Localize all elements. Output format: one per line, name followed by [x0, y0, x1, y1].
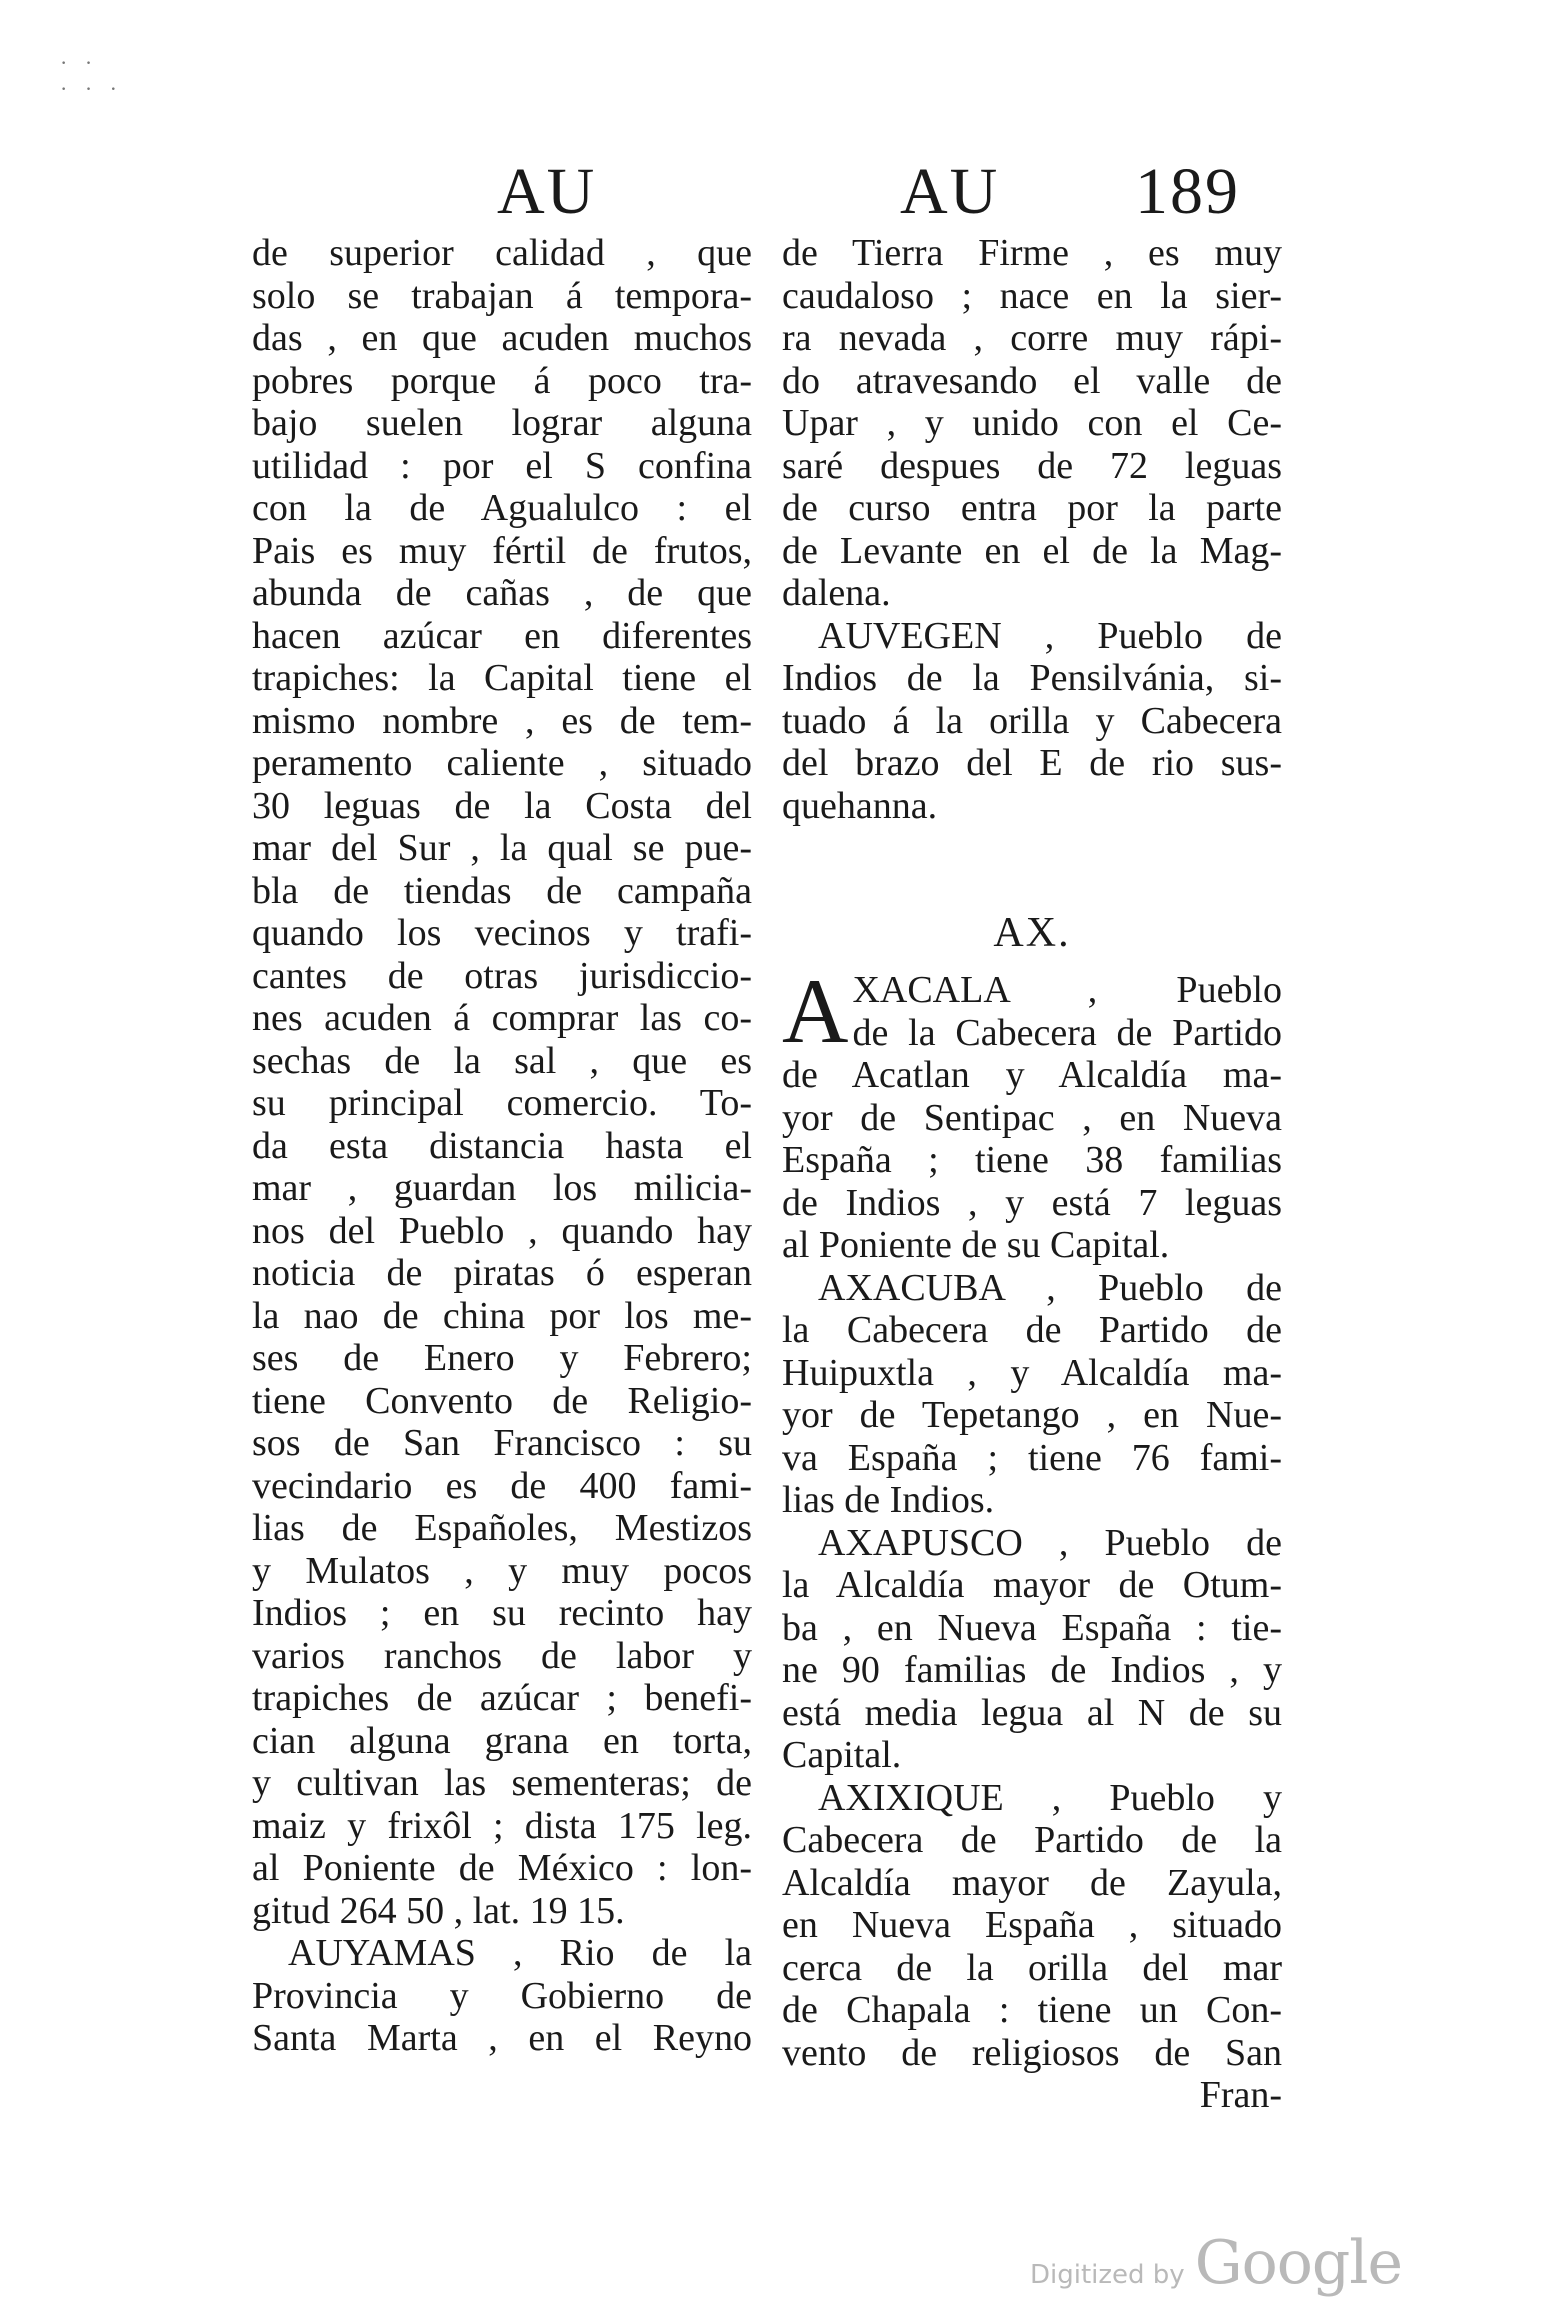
text-line: cantes de otras jurisdiccio-	[252, 954, 752, 997]
text-line: lias de Indios.	[782, 1479, 995, 1521]
text-line: de la Cabecera de Partido	[852, 1011, 1282, 1054]
text-line: del brazo del E de rio sus-	[782, 742, 1282, 784]
right-column-bottom	[782, 960, 1282, 2074]
text-line: XACALA , Pueblo	[852, 969, 1282, 1011]
text-line: ra nevada , corre muy rápi-	[782, 317, 1282, 359]
text-line: Pais es muy fértil de frutos,	[252, 529, 752, 572]
text-line: bajo suelen lograr alguna	[252, 402, 752, 444]
text-line: da esta distancia hasta el	[252, 1124, 752, 1167]
text-line: dalena.	[782, 572, 891, 614]
section-heading: AX.	[993, 910, 1071, 956]
text-line: utilidad : por el S confina	[252, 444, 752, 487]
text-line: 30 leguas de la Costa del	[252, 784, 752, 827]
text-line: con la de Agualulco : el	[252, 487, 752, 529]
text-line: Upar , y unido con el Ce-	[782, 402, 1282, 444]
text-line: de curso entra por la parte	[782, 487, 1282, 529]
text-line: hacen azúcar en diferentes	[252, 614, 752, 657]
text-line: AXIXIQUE , Pueblo y	[818, 1776, 1282, 1819]
catchword: Fran-	[1199, 2074, 1282, 2116]
text-line: en Nueva España , situado	[782, 1904, 1282, 1946]
text-line: bla de tiendas de campaña	[252, 869, 752, 912]
text-line: y cultivan las sementeras; de	[252, 1762, 752, 1804]
text-line: vecindario es de 400 fami-	[252, 1464, 752, 1507]
text-line: mar , guardan los milicia-	[252, 1167, 752, 1209]
text-line: de Tierra Firme , es muy	[782, 232, 1282, 274]
text-line: Santa Marta , en el Reyno	[252, 2017, 752, 2059]
text-line: la nao de china por los me-	[252, 1294, 752, 1337]
text-line: maiz y frixôl ; dista 175 leg.	[252, 1804, 752, 1847]
text-line: sechas de la sal , que es	[252, 1039, 752, 1082]
text-line: de superior calidad , que	[252, 232, 752, 274]
page-number: 189	[1135, 155, 1240, 228]
text-line: ba , en Nueva España : tie-	[782, 1606, 1282, 1649]
text-line: peramento caliente , situado	[252, 742, 752, 784]
text-line: tiene Convento de Religio-	[252, 1379, 752, 1422]
section-gap	[782, 827, 1282, 897]
digitized-watermark	[1030, 2228, 1402, 2298]
text-line: lias de Españoles, Mestizos	[252, 1507, 752, 1549]
text-line: nos del Pueblo , quando hay	[252, 1209, 752, 1252]
text-line: España ; tiene 38 familias	[782, 1139, 1282, 1181]
text-line: solo se trabajan á tempora-	[252, 274, 752, 317]
text-line: Cabecera de Partido de la	[782, 1819, 1282, 1861]
text-line: ne 90 familias de Indios , y	[782, 1649, 1282, 1691]
text-line: vento de religiosos de San	[782, 2031, 1282, 2074]
right-column-top	[782, 232, 1282, 827]
text-line: Capital.	[782, 1734, 902, 1776]
text-line: ses de Enero y Febrero;	[252, 1337, 752, 1379]
text-line: caudaloso ; nace en la sier-	[782, 274, 1282, 317]
text-line: mismo nombre , es de tem-	[252, 699, 752, 742]
text-line: su principal comercio. To-	[252, 1082, 752, 1124]
text-line: trapiches: la Capital tiene el	[252, 657, 752, 699]
text-line: va España ; tiene 76 fami-	[782, 1436, 1282, 1479]
text-line: Huipuxtla , y Alcaldía ma-	[782, 1351, 1282, 1394]
text-line: mar del Sur , la qual se pue-	[252, 827, 752, 869]
text-line: cerca de la orilla del mar	[782, 1946, 1282, 1989]
text-line: Indios de la Pensilvánia, si-	[782, 657, 1282, 699]
header-left-guideword: AU	[497, 155, 597, 228]
left-column	[252, 232, 752, 2060]
text-line: sos de San Francisco : su	[252, 1422, 752, 1464]
text-line: de Indios , y está 7 leguas	[782, 1181, 1282, 1224]
text-line: pobres porque á poco tra-	[252, 359, 752, 402]
text-line: tuado á la orilla y Cabecera	[782, 699, 1282, 742]
running-header	[0, 140, 1551, 230]
text-line: cian alguna grana en torta,	[252, 1719, 752, 1762]
text-line: está media legua al N de su	[782, 1691, 1282, 1734]
text-line: saré despues de 72 leguas	[782, 444, 1282, 487]
text-line: Alcaldía mayor de Zayula,	[782, 1861, 1282, 1904]
text-line: de Levante en el de la Mag-	[782, 529, 1282, 572]
text-line: nes acuden á comprar las co-	[252, 997, 752, 1039]
text-line: yor de Sentipac , en Nueva	[782, 1096, 1282, 1139]
text-line: Indios ; en su recinto hay	[252, 1592, 752, 1634]
text-line: abunda de cañas , de que	[252, 572, 752, 614]
text-line: la Cabecera de Partido de	[782, 1309, 1282, 1351]
text-line: varios ranchos de labor y	[252, 1634, 752, 1677]
text-line: gitud 264 50 , lat. 19 15.	[252, 1889, 625, 1932]
text-line: AXAPUSCO , Pueblo de	[818, 1521, 1282, 1564]
text-line: la Alcaldía mayor de Otum-	[782, 1564, 1282, 1606]
text-line: y Mulatos , y muy pocos	[252, 1549, 752, 1592]
text-line: trapiches de azúcar ; benefi-	[252, 1677, 752, 1719]
drop-cap: A	[782, 960, 849, 1062]
text-line: AUVEGEN , Pueblo de	[818, 614, 1282, 657]
text-line: quando los vecinos y trafi-	[252, 912, 752, 954]
text-line: AUYAMAS , Rio de la	[288, 1932, 752, 1974]
text-line: de Chapala : tiene un Con-	[782, 1989, 1282, 2031]
text-line: AXACUBA , Pueblo de	[818, 1266, 1282, 1309]
text-line: Provincia y Gobierno de	[252, 1974, 752, 2017]
text-line: al Poniente de México : lon-	[252, 1847, 752, 1889]
margin-specks: · · · · ·	[60, 50, 123, 101]
watermark-prefix: Digitized by	[1030, 2260, 1185, 2290]
text-line: noticia de piratas ó esperan	[252, 1252, 752, 1294]
text-line: de Acatlan y Alcaldía ma-	[782, 1054, 1282, 1096]
text-line: das , en que acuden muchos	[252, 317, 752, 359]
text-line: yor de Tepetango , en Nue-	[782, 1394, 1282, 1436]
header-right-guideword: AU	[900, 155, 1000, 228]
text-line: do atravesando el valle de	[782, 359, 1282, 402]
text-line: al Poniente de su Capital.	[782, 1224, 1170, 1266]
watermark-brand: Google	[1194, 2228, 1402, 2298]
right-column	[782, 232, 1282, 2117]
text-line: quehanna.	[782, 784, 938, 827]
